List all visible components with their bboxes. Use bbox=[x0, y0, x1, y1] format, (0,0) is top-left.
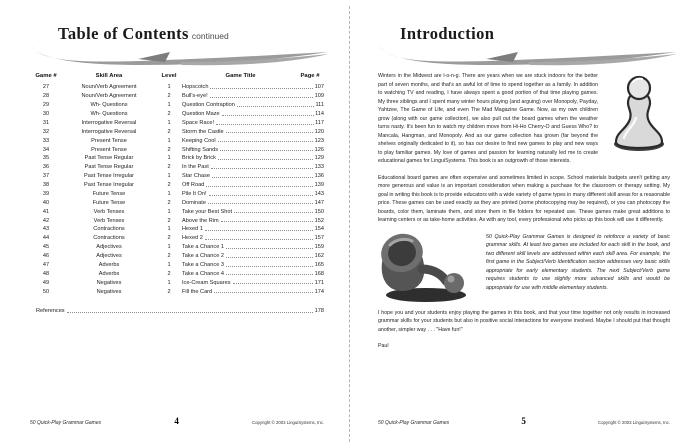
game-title-text: Off Road bbox=[182, 182, 205, 189]
leader-dots bbox=[67, 311, 314, 313]
cell-game-title bbox=[182, 154, 324, 163]
page-title-continued: continued bbox=[191, 31, 229, 41]
leader-dots bbox=[205, 238, 313, 240]
references-page: 178 bbox=[314, 308, 324, 314]
cell-game-title bbox=[182, 269, 324, 278]
cell-page-number: 147 bbox=[314, 199, 324, 206]
cell-level: 1 bbox=[167, 190, 171, 197]
cell-game-title bbox=[182, 181, 324, 190]
cell-game-number: 33 bbox=[42, 137, 50, 144]
cell-game-title bbox=[182, 163, 324, 172]
leader-dots bbox=[208, 202, 313, 204]
cell-game-title bbox=[182, 261, 324, 270]
toc-header-row bbox=[30, 72, 324, 83]
cell-game-title bbox=[182, 234, 324, 243]
column-header-game-title: Game Title bbox=[225, 73, 256, 79]
cell-page-number: 111 bbox=[315, 102, 324, 109]
table-row bbox=[30, 278, 324, 287]
table-row bbox=[30, 234, 324, 243]
cell-game-title bbox=[182, 216, 324, 225]
cell-skill-area: Future Tense bbox=[92, 190, 126, 197]
page-title: Table of Contents continued bbox=[58, 24, 229, 43]
table-row bbox=[30, 181, 324, 190]
cell-level: 1 bbox=[167, 244, 171, 251]
leader-dots bbox=[212, 176, 313, 178]
footer-page-number: 4 bbox=[174, 416, 179, 426]
cell-game-title bbox=[182, 136, 324, 145]
cell-skill-area: Negatives bbox=[96, 288, 122, 295]
cell-page-number: 117 bbox=[315, 119, 324, 126]
game-title-text: Take your Best Shot bbox=[182, 208, 233, 215]
cell-skill-area: Noun/Verb Agreement bbox=[81, 84, 137, 91]
intro-paragraph-3-text: 50 Quick-Play Grammar Games is designed to reinforce a variety of basic grammar skills. At least two games are included for each skill in the book, and two different skill levels are addressed within each skill area. For example, the first game in the Subject/Verb Identification section addresses very basic skills appropriate for early elementary students. The next Subject/Verb game requires students to use slightly more advanced skills and would be appropriate for use with middle elementary students. bbox=[486, 233, 670, 291]
game-title-text: Brick by Brick bbox=[182, 155, 216, 162]
cell-game-number: 44 bbox=[42, 235, 50, 242]
cell-game-title bbox=[182, 198, 324, 207]
table-of-contents bbox=[30, 72, 324, 314]
leader-dots bbox=[226, 265, 313, 267]
cell-game-number: 47 bbox=[42, 261, 50, 268]
column-header-level: Level bbox=[161, 73, 177, 79]
game-pawn-illustration bbox=[608, 74, 670, 152]
cell-level: 2 bbox=[167, 270, 171, 277]
table-row bbox=[30, 216, 324, 225]
cell-page-number: 174 bbox=[314, 288, 324, 295]
game-title-text: Bull's-eye! bbox=[182, 93, 208, 100]
leader-dots bbox=[205, 229, 313, 231]
page-fold-divider bbox=[349, 6, 351, 442]
cell-level: 1 bbox=[167, 102, 171, 109]
cell-level: 1 bbox=[167, 279, 171, 286]
footer-copyright: Copyright © 2003 LinguiSystems, Inc. bbox=[252, 420, 324, 425]
cell-skill-area: Past Tense Irregular bbox=[84, 182, 134, 189]
table-row bbox=[30, 190, 324, 199]
introduction-header bbox=[378, 22, 670, 70]
footer-book-title: 50 Quick-Play Grammar Games bbox=[30, 420, 102, 426]
leader-dots bbox=[226, 247, 313, 249]
cell-game-title bbox=[182, 92, 324, 101]
cell-game-number: 49 bbox=[42, 279, 50, 286]
cell-level: 2 bbox=[167, 288, 171, 295]
right-page-footer bbox=[350, 416, 700, 426]
right-page-introduction bbox=[350, 0, 700, 448]
game-title-text: Storm the Castle bbox=[182, 128, 224, 135]
cell-page-number: 120 bbox=[314, 128, 324, 135]
cell-page-number: 171 bbox=[314, 279, 324, 286]
game-title-text: Hexed 2 bbox=[182, 235, 203, 242]
cell-page-number: 109 bbox=[314, 93, 324, 100]
table-row bbox=[30, 145, 324, 154]
cell-page-number: 162 bbox=[314, 253, 324, 260]
cell-game-number: 41 bbox=[42, 208, 50, 215]
cell-game-number: 32 bbox=[42, 128, 50, 135]
table-row bbox=[30, 207, 324, 216]
table-row bbox=[30, 261, 324, 270]
cell-skill-area: Past Tense Irregular bbox=[84, 173, 134, 180]
cell-page-number: 154 bbox=[314, 226, 324, 233]
game-title-text: Take a Chance 2 bbox=[182, 253, 224, 260]
cell-game-title bbox=[182, 172, 324, 181]
table-row bbox=[30, 83, 324, 92]
leader-dots bbox=[206, 185, 313, 187]
cell-page-number: 133 bbox=[314, 164, 324, 171]
game-title-text: Hopscotch bbox=[182, 84, 209, 91]
game-title-text: Pile It On! bbox=[182, 190, 207, 197]
cell-level: 1 bbox=[167, 226, 171, 233]
table-row bbox=[30, 252, 324, 261]
cell-game-number: 40 bbox=[42, 199, 50, 206]
table-row bbox=[30, 225, 324, 234]
cell-skill-area: Interrogative Reversal bbox=[81, 119, 137, 126]
leader-dots bbox=[226, 273, 313, 275]
cell-game-title bbox=[182, 243, 324, 252]
cell-level: 2 bbox=[167, 217, 171, 224]
cell-game-number: 29 bbox=[42, 102, 50, 109]
game-title-text: Take a Chance 3 bbox=[182, 261, 224, 268]
column-header-skill-area: Skill Area bbox=[95, 73, 123, 79]
cell-game-number: 30 bbox=[42, 111, 50, 118]
game-title-text: Take a Chance 1 bbox=[182, 244, 224, 251]
cell-game-number: 48 bbox=[42, 270, 50, 277]
cell-page-number: 157 bbox=[314, 235, 324, 242]
cell-game-title bbox=[182, 101, 324, 110]
leader-dots bbox=[234, 211, 313, 213]
cell-game-title bbox=[182, 207, 324, 216]
cell-game-title bbox=[182, 110, 324, 119]
cell-skill-area: Wh- Questions bbox=[90, 102, 128, 109]
table-row bbox=[30, 127, 324, 136]
cell-skill-area: Present Tense bbox=[91, 146, 127, 153]
cell-level: 2 bbox=[167, 182, 171, 189]
table-row bbox=[30, 119, 324, 128]
game-title-text: Keeping Cool bbox=[182, 137, 216, 144]
intro-paragraph-4: I hope you and your students enjoy playing the games in this book, and that your time together not only results in increased grammar skills for your students but also in positive social interactions for everyone involved. Maybe I should put that thought another, simpler way . . . "Have fun!" bbox=[378, 309, 670, 333]
cell-page-number: 114 bbox=[315, 111, 324, 118]
cell-game-number: 42 bbox=[42, 217, 50, 224]
leader-dots bbox=[218, 158, 313, 160]
cell-level: 2 bbox=[167, 164, 171, 171]
references-label: References bbox=[36, 308, 65, 314]
cell-game-title bbox=[182, 190, 324, 199]
cell-game-title bbox=[182, 83, 324, 92]
cell-skill-area: Adverbs bbox=[98, 270, 120, 277]
leader-dots bbox=[222, 114, 314, 116]
cell-level: 1 bbox=[167, 119, 171, 126]
game-title-text: Ice-Cream Squares bbox=[182, 279, 231, 286]
cell-page-number: 136 bbox=[314, 173, 324, 180]
table-row bbox=[30, 154, 324, 163]
table-row bbox=[30, 110, 324, 119]
cell-level: 1 bbox=[167, 84, 171, 91]
cell-level: 1 bbox=[167, 261, 171, 268]
cell-level: 2 bbox=[167, 253, 171, 260]
leader-dots bbox=[218, 140, 314, 142]
leader-dots bbox=[220, 149, 313, 151]
cell-page-number: 107 bbox=[314, 84, 324, 91]
cell-skill-area: Past Tense Regular bbox=[84, 164, 134, 171]
cell-game-number: 45 bbox=[42, 244, 50, 251]
cell-page-number: 139 bbox=[314, 182, 324, 189]
intro-paragraph-2: Educational board games are often expensive and sometimes limited in scope. School materials budgets aren't getting any more generous and value is an important consideration when making a purchase for the classroom or therapy setting. My goal in writing this book is to provide educators with a wide variety of game types in many different skill areas for a reasonable price. These games can be used exactly as they are printed (some photocopying may be required), or you can photocopy the boards, color them, laminate them, and store them in file folders for repeated use. These games make great additions to learning centers or as take-home activities. As with any tool, every professional who picks up this book will use it differently. bbox=[378, 174, 671, 223]
cell-skill-area: Verb Tenses bbox=[93, 208, 125, 215]
table-row bbox=[30, 101, 324, 110]
cell-level: 1 bbox=[167, 155, 171, 162]
intro-signature: Paul bbox=[378, 343, 389, 349]
cell-skill-area: Wh- Questions bbox=[90, 111, 128, 118]
cell-level: 1 bbox=[167, 208, 171, 215]
cell-skill-area: Adjectives bbox=[96, 244, 122, 251]
cell-game-number: 35 bbox=[42, 155, 50, 162]
table-row bbox=[30, 136, 324, 145]
game-title-text: Above the Rim bbox=[182, 217, 219, 224]
cell-skill-area: Interrogative Reversal bbox=[81, 128, 137, 135]
cell-level: 2 bbox=[167, 235, 171, 242]
leader-dots bbox=[214, 291, 313, 293]
cell-page-number: 150 bbox=[314, 208, 324, 215]
cell-level: 1 bbox=[167, 173, 171, 180]
cell-game-number: 34 bbox=[42, 146, 50, 153]
cell-skill-area: Adjectives bbox=[96, 253, 122, 260]
cell-page-number: 159 bbox=[314, 244, 324, 251]
game-title-text: Star Chase bbox=[182, 173, 210, 180]
table-row bbox=[30, 92, 324, 101]
leader-dots bbox=[226, 131, 313, 133]
table-row bbox=[30, 269, 324, 278]
table-row bbox=[30, 172, 324, 181]
game-title-text: Question Contraption bbox=[182, 102, 235, 109]
leader-dots bbox=[226, 256, 313, 258]
toc-body bbox=[30, 83, 324, 296]
cell-game-title bbox=[182, 145, 324, 154]
cell-level: 2 bbox=[167, 93, 171, 100]
cell-page-number: 129 bbox=[314, 155, 324, 162]
game-title-text: Fill the Card bbox=[182, 288, 213, 295]
cell-skill-area: Future Tense bbox=[92, 199, 126, 206]
leader-dots bbox=[221, 220, 313, 222]
cell-skill-area: Adverbs bbox=[98, 261, 120, 268]
table-row bbox=[30, 198, 324, 207]
column-header-page-number: Page # bbox=[300, 73, 320, 79]
footer-copyright: Copyright © 2003 LinguiSystems, Inc. bbox=[598, 420, 670, 425]
left-page-footer bbox=[0, 416, 350, 426]
leader-dots bbox=[210, 87, 313, 89]
cell-skill-area: Present Tense bbox=[91, 137, 127, 144]
cell-game-number: 28 bbox=[42, 93, 50, 100]
cell-game-title bbox=[182, 278, 324, 287]
leader-dots bbox=[210, 96, 314, 98]
footer-book-title: 50 Quick-Play Grammar Games bbox=[378, 420, 450, 426]
cell-game-number: 36 bbox=[42, 164, 50, 171]
game-title-text: Space Race! bbox=[182, 119, 215, 126]
leader-dots bbox=[211, 167, 313, 169]
game-title-text: Dominate bbox=[182, 199, 206, 206]
game-title-text: Shifting Sands bbox=[182, 146, 219, 153]
introduction-body bbox=[378, 72, 670, 351]
cell-page-number: 143 bbox=[314, 190, 324, 197]
references-entry bbox=[30, 308, 324, 314]
cell-skill-area: Contractions bbox=[93, 235, 125, 242]
cell-level: 2 bbox=[167, 146, 171, 153]
cell-level: 1 bbox=[167, 137, 171, 144]
cell-page-number: 152 bbox=[314, 217, 324, 224]
cell-game-number: 43 bbox=[42, 226, 50, 233]
cell-skill-area: Past Tense Regular bbox=[84, 155, 134, 162]
game-title-text: Hexed 1 bbox=[182, 226, 203, 233]
cell-game-number: 46 bbox=[42, 253, 50, 260]
cell-skill-area: Contractions bbox=[93, 226, 125, 233]
cell-page-number: 168 bbox=[314, 270, 324, 277]
cell-level: 2 bbox=[167, 128, 171, 135]
cell-game-number: 27 bbox=[42, 84, 50, 91]
toc-header bbox=[30, 22, 324, 70]
leader-dots bbox=[237, 105, 314, 107]
cell-level: 2 bbox=[167, 199, 171, 206]
table-row bbox=[30, 163, 324, 172]
intro-paragraph-1: Winters in the Midwest are l-o-n-g. There are years when we are stuck indoors for the better part of seven months, and that's an awful lot of time to spend together as a family. In addition to watching TV and reading, I have always spent a good portion of that time playing games. My three siblings and I spent many winter hours playing (and arguing) over Monopoly, Payday, Yahtzee, The Game of Life, and even The Mad Magazine Game. Now, as my own children grow (along with our game collection), we also pull out the board games when the weather turns nasty. It's been fun to watch my children move from Hi-Ho Cherry-O and Guess Who? to Mancala, Hangman, and Monopoly. And as our game collection has grown (far beyond the shelves originally dedicated to it), so has our desire to find new games to play and new ways to play familiar games. My love of games and passion for learning naturally led me to create educational games for LinguiSystems. This book is an outgrowth of those interests. bbox=[378, 73, 598, 164]
cell-game-title bbox=[182, 119, 324, 128]
cell-skill-area: Noun/Verb Agreement bbox=[81, 93, 137, 100]
cell-game-title bbox=[182, 252, 324, 261]
table-row bbox=[30, 243, 324, 252]
cell-level: 2 bbox=[167, 111, 171, 118]
cell-game-title bbox=[182, 127, 324, 136]
cell-page-number: 123 bbox=[314, 137, 324, 144]
cell-game-number: 38 bbox=[42, 182, 50, 189]
leader-dots bbox=[233, 282, 314, 284]
column-header-game-number: Game # bbox=[35, 73, 57, 79]
cell-skill-area: Verb Tenses bbox=[93, 217, 125, 224]
toc-table bbox=[30, 72, 324, 296]
cell-skill-area: Negatives bbox=[96, 279, 122, 286]
page-title: Introduction bbox=[400, 24, 495, 43]
cell-game-title bbox=[182, 287, 324, 296]
footer-page-number: 5 bbox=[521, 416, 526, 426]
gramophone-horn-illustration bbox=[378, 233, 474, 303]
leader-dots bbox=[209, 194, 314, 196]
leader-dots bbox=[216, 123, 314, 125]
table-row bbox=[30, 287, 324, 296]
cell-game-number: 50 bbox=[42, 288, 50, 295]
cell-game-number: 37 bbox=[42, 173, 50, 180]
cell-game-title bbox=[182, 225, 324, 234]
cell-game-number: 39 bbox=[42, 190, 50, 197]
game-title-text: In the Past bbox=[182, 164, 209, 171]
game-title-text: Question Maze bbox=[182, 111, 220, 118]
game-title-text: Take a Chance 4 bbox=[182, 270, 224, 277]
cell-page-number: 126 bbox=[314, 146, 324, 153]
cell-game-number: 31 bbox=[42, 119, 50, 126]
cell-page-number: 165 bbox=[314, 261, 324, 268]
